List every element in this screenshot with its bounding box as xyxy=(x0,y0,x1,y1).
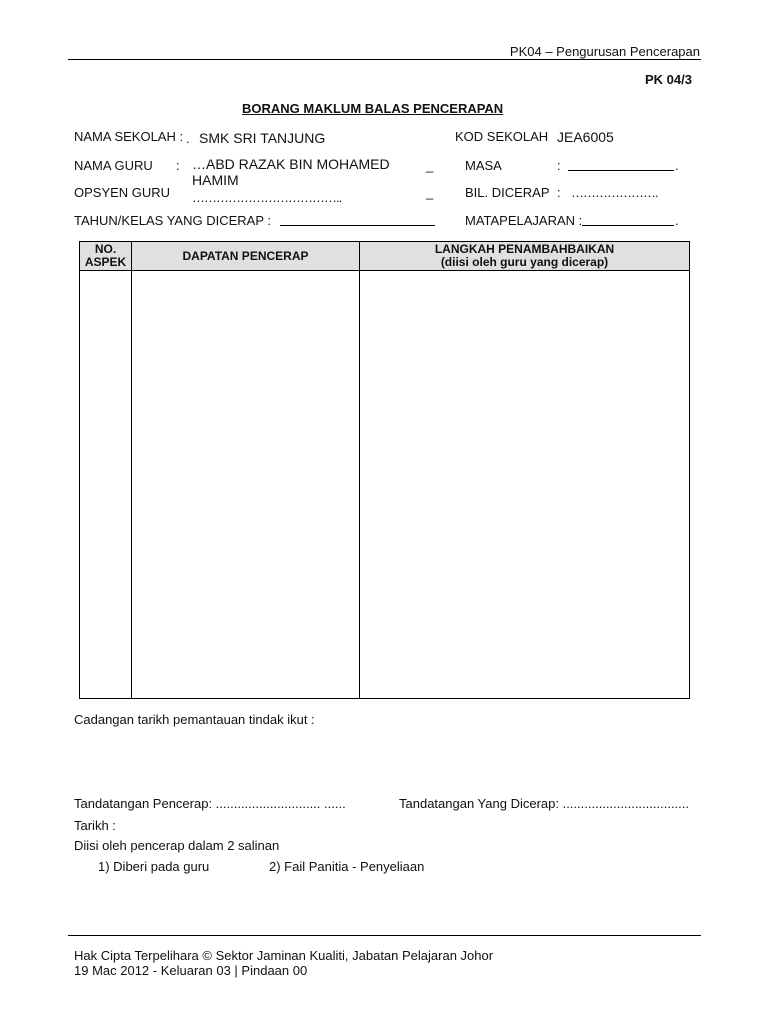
nama-sekolah-value[interactable]: SMK SRI TANJUNG xyxy=(199,130,326,146)
document-reference: PK04 – Pengurusan Pencerapan xyxy=(509,44,700,59)
cell-langkah-penambahbaikan[interactable] xyxy=(360,271,690,699)
tahun-kelas-field[interactable] xyxy=(280,225,435,226)
cadangan-label: Cadangan tarikh pemantauan tindak ikut : xyxy=(74,712,315,727)
matapelajaran-field-end: . xyxy=(675,213,679,228)
header-langkah-note: (diisi oleh guru yang dicerap) xyxy=(440,255,609,269)
tahun-kelas-label: TAHUN/KELAS YANG DICERAP : xyxy=(74,213,271,228)
opsyen-guru-label: OPSYEN GURU xyxy=(74,185,171,200)
copy-item-1: 1) Diberi pada guru xyxy=(98,859,210,874)
opsyen-guru-field[interactable]: ……………………………….. xyxy=(192,190,342,205)
header-no: NO. xyxy=(94,242,117,256)
cell-dapatan-pencerap[interactable] xyxy=(132,271,360,699)
header-dapatan-pencerap: DAPATAN PENCERAP xyxy=(132,242,360,271)
table-header-row xyxy=(80,242,690,271)
matapelajaran-label: MATAPELAJARAN : xyxy=(465,213,583,228)
observation-table xyxy=(79,241,690,699)
nama-sekolah-label: NAMA SEKOLAH : xyxy=(74,129,184,144)
table-body-row xyxy=(80,271,690,699)
nama-guru-value[interactable]: …ABD RAZAK BIN MOHAMED xyxy=(192,156,390,172)
diisi-note: Diisi oleh pencerap dalam 2 salinan xyxy=(74,838,280,853)
tarikh-label[interactable]: Tarikh : xyxy=(74,818,116,833)
masa-colon: : xyxy=(557,158,561,173)
header-aspek: ASPEK xyxy=(84,255,127,269)
matapelajaran-field[interactable] xyxy=(582,225,674,226)
masa-label: MASA xyxy=(465,158,502,173)
form-title: BORANG MAKLUM BALAS PENCERAPAN xyxy=(242,101,504,116)
kod-sekolah-label: KOD SEKOLAH xyxy=(455,129,549,144)
tandatangan-pencerap[interactable]: Tandatangan Pencerap: ............................. ...... xyxy=(74,796,346,811)
bil-dicerap-label: BIL. DICERAP xyxy=(465,185,550,200)
header-langkah-title: LANGKAH PENAMBAHBAIKAN xyxy=(434,242,615,256)
header-divider xyxy=(68,59,701,60)
masa-field-end: . xyxy=(675,158,679,173)
nama-guru-colon: : xyxy=(176,158,180,173)
nama-guru-label: NAMA GURU xyxy=(74,158,153,173)
bil-dicerap-field[interactable]: …………………. xyxy=(571,185,658,200)
footer-release-info: 19 Mac 2012 - Keluaran 03 | Pindaan 00 xyxy=(74,963,308,978)
opsyen-guru-dash: _ xyxy=(426,185,434,200)
form-code: PK 04/3 xyxy=(645,72,692,87)
nama-guru-dash: _ xyxy=(426,158,434,173)
footer-copyright: Hak Cipta Terpelihara © Sektor Jaminan Kualiti, Jabatan Pelajaran Johor xyxy=(74,948,494,963)
nama-guru-value-continued: HAMIM xyxy=(192,172,239,188)
header-langkah-penambahbaikan xyxy=(360,242,690,271)
copy-item-2: 2) Fail Panitia - Penyeliaan xyxy=(269,859,425,874)
bil-dicerap-colon: : xyxy=(557,185,561,200)
masa-field[interactable] xyxy=(568,170,674,171)
header-no-aspek xyxy=(80,242,132,271)
tandatangan-dicerap[interactable]: Tandatangan Yang Dicerap: ................................... xyxy=(399,796,689,811)
nama-sekolah-tick: . xyxy=(186,131,190,146)
kod-sekolah-value[interactable]: JEA6005 xyxy=(557,129,614,145)
cell-no-aspek[interactable] xyxy=(80,271,132,699)
footer-divider xyxy=(68,935,701,936)
